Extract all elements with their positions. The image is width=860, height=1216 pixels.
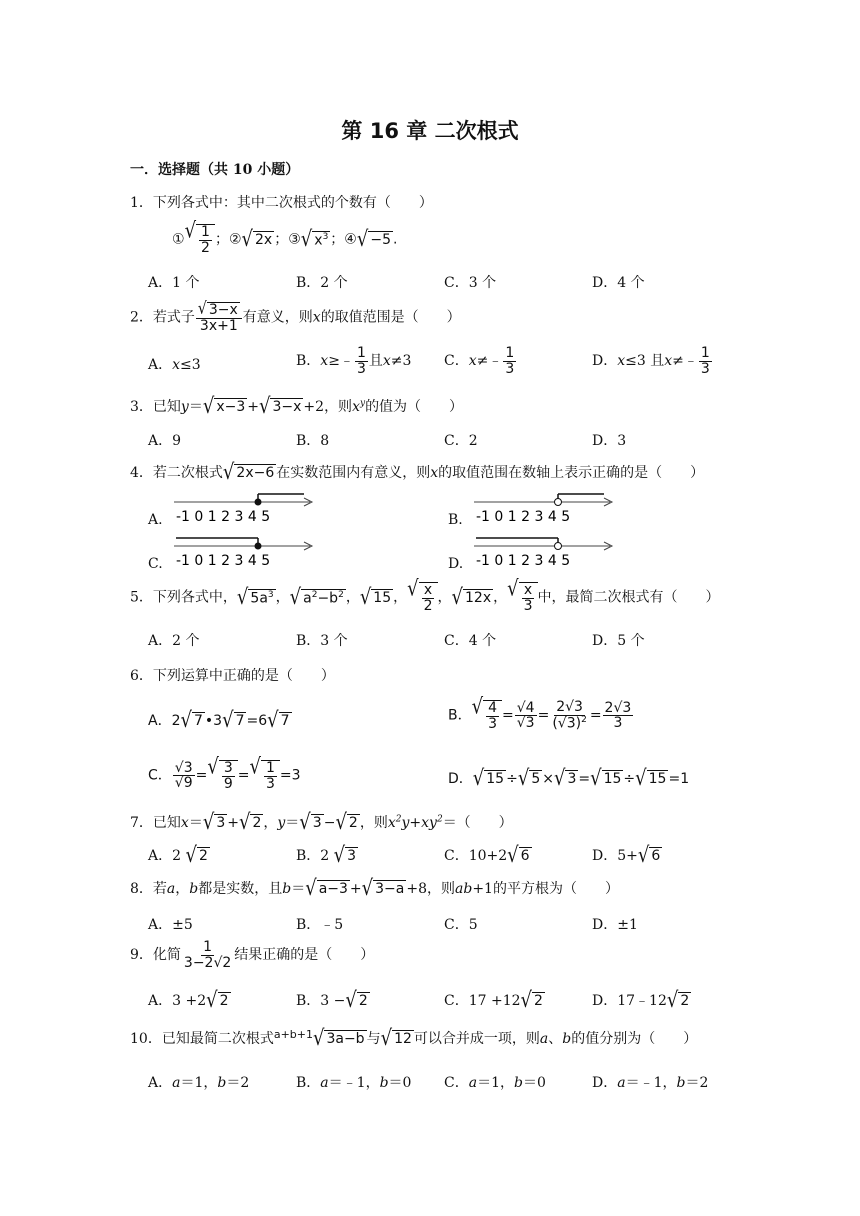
q4-option-b[interactable]: B. (448, 512, 463, 528)
q8-option-c[interactable]: C．5 (444, 917, 478, 933)
q6-option-c[interactable]: C． $\frac{√3}{√9}$ = √ $\frac{3}{9}$ = √ $\frac{1}{3}$ =3 (148, 754, 301, 792)
q8-option-a[interactable]: A．±5 (148, 917, 193, 933)
question-2: 2．若式子 √ 3−x 3x+1 有意义，则x的取值范围是（ ） (130, 299, 461, 334)
q10-option-c[interactable]: C．a＝1，b＝0 (444, 1075, 546, 1091)
question-10: 10．已知最简二次根式$^{a+b+1}$ √ 3a−b 与 √ 12 可以合并成一项，则a、b的值分别为（ ） (130, 1025, 698, 1051)
q2-option-c[interactable]: C．x≠﹣ $\frac{1}{3}$ (444, 345, 515, 377)
number-line-d (472, 534, 617, 570)
q7-option-a[interactable]: A．2 √ 2 (148, 842, 208, 868)
ticks-d: -1 0 1 2 3 4 5 (476, 553, 571, 569)
q10-option-d[interactable]: D．a＝﹣1，b＝2 (592, 1075, 709, 1091)
q2-option-b[interactable]: B．x≥﹣ $\frac{1}{3}$ 且x≠3 (296, 345, 412, 377)
q10-option-a[interactable]: A．a＝1，b＝2 (148, 1075, 250, 1091)
q4-option-c[interactable]: C. (148, 556, 163, 572)
q3-option-b[interactable]: B．8 (296, 433, 330, 449)
question-1: 1．下列各式中：其中二次根式的个数有（ ） (130, 195, 433, 211)
q7-option-b[interactable]: B．2 √ 3 (296, 842, 357, 868)
q9-option-b[interactable]: B．3 − √ 2 (296, 987, 368, 1013)
question-9: 9．化简 $\frac{1}{3-2√2}$ 结果正确的是（ ） (130, 939, 375, 971)
question-8: 8．若a，b都是实数，且b＝ √ a−3 + √ 3−a +8，则ab+1的平方根为（ ） (130, 875, 619, 901)
q1-option-a[interactable]: A．1 个 (148, 275, 200, 291)
q8-option-d[interactable]: D．±1 (592, 917, 638, 933)
question-7: 7．已知x＝ √ 3 + √ 2 ，y＝ √ 3 − √ 2 ，则$x^2y+xy^2=$（ ） (130, 809, 513, 835)
q8-option-b[interactable]: B．﹣5 (296, 917, 344, 933)
question-1-items: ① √ $\frac{1}{2}$ ；② √ 2x ；③ √ $x^3$ ；④ √ −5 . (172, 218, 398, 256)
q5-option-c[interactable]: C．4 个 (444, 633, 497, 649)
q9-option-d[interactable]: D．17﹣12 √ 2 (592, 987, 690, 1013)
q6-option-a[interactable]: A．2 √ 7 •3 √ 7 =6 √ 7 (148, 707, 290, 733)
q3-option-c[interactable]: C．2 (444, 433, 478, 449)
question-5: 5．下列各式中， √ $5a^3$ ， √ $a^2-b^2$ ， √ 15 ， √ $\frac{x}{2}$ ， √ 12x ， √ $\frac{x}{3}$ 中，最简二次根式有（ ） (130, 576, 720, 614)
q3-option-a[interactable]: A．9 (148, 433, 182, 449)
q1-option-d[interactable]: D．4 个 (592, 275, 645, 291)
question-4: 4．若二次根式 √ 2x−6 在实数范围内有意义，则x的取值范围在数轴上表示正确的是（ ） (130, 459, 705, 485)
number-line-b (472, 490, 617, 526)
q6-option-b[interactable]: B． √ $\frac{4}{3}$ = $\frac{√4}{√3}$ = $\frac{2√3}{(√3)^2}$ = $\frac{2√3}{3}$ (448, 694, 632, 732)
q5-option-b[interactable]: B．3 个 (296, 633, 348, 649)
ticks-c: -1 0 1 2 3 4 5 (176, 553, 271, 569)
q6-option-d[interactable]: D． √ 15 ÷ √ 5 × √ 3 = √ 15 ÷ √ 15 =1 (448, 765, 690, 791)
q7-option-d[interactable]: D．5+ √ 6 (592, 842, 661, 868)
q1-option-b[interactable]: B．2 个 (296, 275, 348, 291)
q9-option-c[interactable]: C．17 +12 √ 2 (444, 987, 543, 1013)
q1-option-c[interactable]: C．3 个 (444, 275, 497, 291)
q4-option-d[interactable]: D. (448, 556, 464, 572)
number-line-a (172, 490, 317, 526)
page-title: 第 16 章 二次根式 (341, 119, 519, 143)
q7-option-c[interactable]: C．10+2 √ 6 (444, 842, 530, 868)
q3-option-d[interactable]: D．3 (592, 433, 627, 449)
q2-option-d[interactable]: D．x≤3 且x≠﹣ $\frac{1}{3}$ (592, 345, 710, 377)
section-heading: 一．选择题（共 10 小题） (130, 162, 300, 178)
question-3: 3．已知y＝ √ x−3 + √ 3−x +2，则$x^y$的值为（ ） (130, 393, 464, 419)
q4-option-a[interactable]: A. (148, 512, 163, 528)
ticks-b: -1 0 1 2 3 4 5 (476, 509, 571, 525)
ticks-a: -1 0 1 2 3 4 5 (176, 509, 271, 525)
q10-option-b[interactable]: B．a＝﹣1，b＝0 (296, 1075, 412, 1091)
q5-option-d[interactable]: D．5 个 (592, 633, 645, 649)
question-6: 6．下列运算中正确的是（ ） (130, 668, 335, 684)
q5-option-a[interactable]: A．2 个 (148, 633, 200, 649)
number-line-c (172, 534, 317, 570)
q2-option-a[interactable]: A．x≤3 (148, 357, 201, 373)
q9-option-a[interactable]: A．3 +2 √ 2 (148, 987, 229, 1013)
